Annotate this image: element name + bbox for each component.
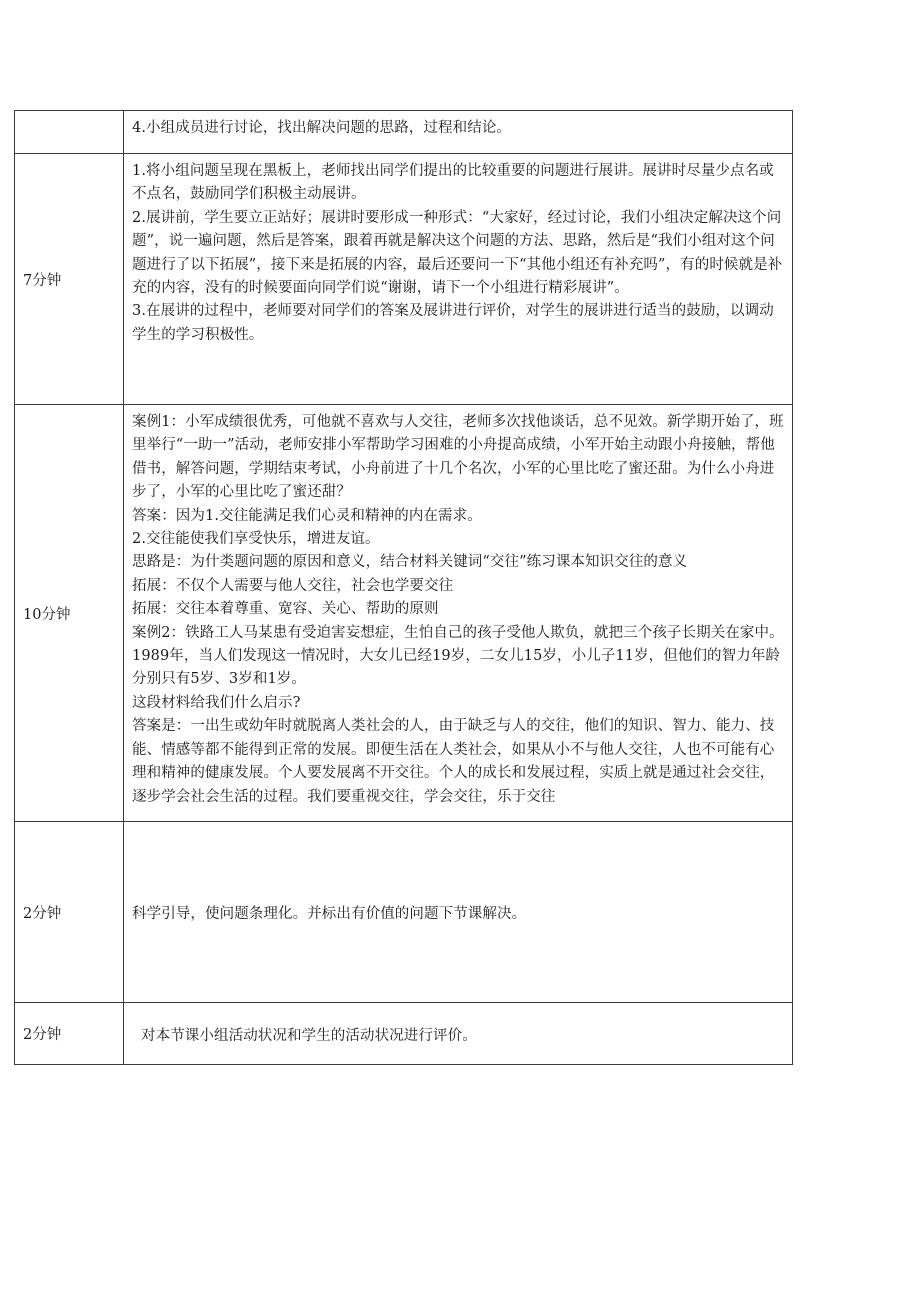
paragraph: 对本节课小组活动状况和学生的活动状况进行评价。 xyxy=(141,1027,477,1044)
paragraph: 2.交往能使我们享受快乐，增进友谊。 xyxy=(132,531,380,548)
paragraph: 拓展：不仅个人需要与他人交往，社会也学要交往 xyxy=(132,577,454,594)
time-cell: 2分钟 xyxy=(15,1003,124,1065)
paragraph: 答案：因为1.交往能满足我们心灵和精神的内在需求。 xyxy=(132,507,482,524)
paragraph: 拓展：交往本着尊重、宽容、关心、帮助的原则 xyxy=(132,601,439,618)
paragraph: 3.在展讲的过程中，老师要对同学们的答案及展讲进行评价，对学生的展讲进行适当的鼓励，以调动学生的学习积极性。 xyxy=(132,303,774,343)
content-cell xyxy=(124,1003,793,1065)
content-cell xyxy=(124,822,793,1003)
content-cell xyxy=(124,154,793,405)
table-row xyxy=(15,405,793,822)
paragraph: 案例2：铁路工人马某患有受迫害妄想症，生怕自己的孩子受他人欺负，就把三个孩子长期关在家中。1989年，当人们发现这一情况时，大女儿已经19岁，二女儿15岁，小儿子11岁，但他们的智力年龄分别只有5岁、3岁和1岁。 xyxy=(132,624,784,688)
paragraph: 这段材料给我们什么启示? xyxy=(132,694,301,711)
paragraph: 1.将小组问题呈现在黑板上，老师找出同学们提出的比较重要的问题进行展讲。展讲时尽量少点名或不点名，鼓励同学们积极主动展讲。 xyxy=(132,163,774,203)
paragraph: 科学引导，使问题条理化。并标出有价值的问题下节课解决。 xyxy=(132,906,527,923)
paragraph: 4.小组成员进行讨论，找出解决问题的思路，过程和结论。 xyxy=(132,120,512,136)
content-cell xyxy=(124,405,793,822)
paragraph: 答案是：一出生或幼年时就脱离人类社会的人，由于缺乏与人的交往，他们的知识、智力、能力、技能、情感等都不能得到正常的发展。即便生活在人类社会，如果从小不与他人交往，人也不可能有心理和精神的健康发展。个人要发展离不开交往。个人的成长和发展过程，实质上就是通过社会交往，逐步学会社会生活的过程。我们要重视交往，学会交往，乐于交往 xyxy=(132,718,775,805)
paragraph: 2.展讲前，学生要立正站好；展讲时要形成一种形式：“大家好，经过讨论，我们小组决定解决这个问题”，说一遍问题，然后是答案，跟着再就是解决这个问题的方法、思路，然后是“我们小组对这个问题进行了以下拓展”，接下来是拓展的内容，最后还要问一下“其他小组还有补充吗”，有的时候就是补充的内容，没有的时候要面向同学们说“谢谢，请下一个小组进行精彩展讲”。 xyxy=(132,209,783,297)
time-cell: 2分钟 xyxy=(15,822,124,1003)
table-row xyxy=(15,111,793,154)
time-cell: 10分钟 xyxy=(15,405,124,822)
paragraph: 案例1：小军成绩很优秀，可他就不喜欢与人交往，老师多次找他谈话，总不见效。新学期开始了，班里举行“一助一”活动，老师安排小军帮助学习困难的小舟提高成绩，小军开始主动跟小舟接触，帮他借书，解答问题，学期结束考试，小舟前进了十几个名次，小军的心里比吃了蜜还甜。为什么小舟进步了，小军的心里比吃了蜜还甜？ xyxy=(132,414,784,501)
table-row xyxy=(15,822,793,1003)
table-row xyxy=(15,1003,793,1065)
content-cell xyxy=(124,111,793,154)
lesson-plan-table xyxy=(14,110,793,1065)
paragraph: 思路是：为什类题问题的原因和意义，结合材料关键词“交往”练习课本知识交往的意义 xyxy=(132,554,688,571)
time-cell xyxy=(15,111,124,154)
table-row xyxy=(15,154,793,405)
time-cell: 7分钟 xyxy=(15,154,124,405)
